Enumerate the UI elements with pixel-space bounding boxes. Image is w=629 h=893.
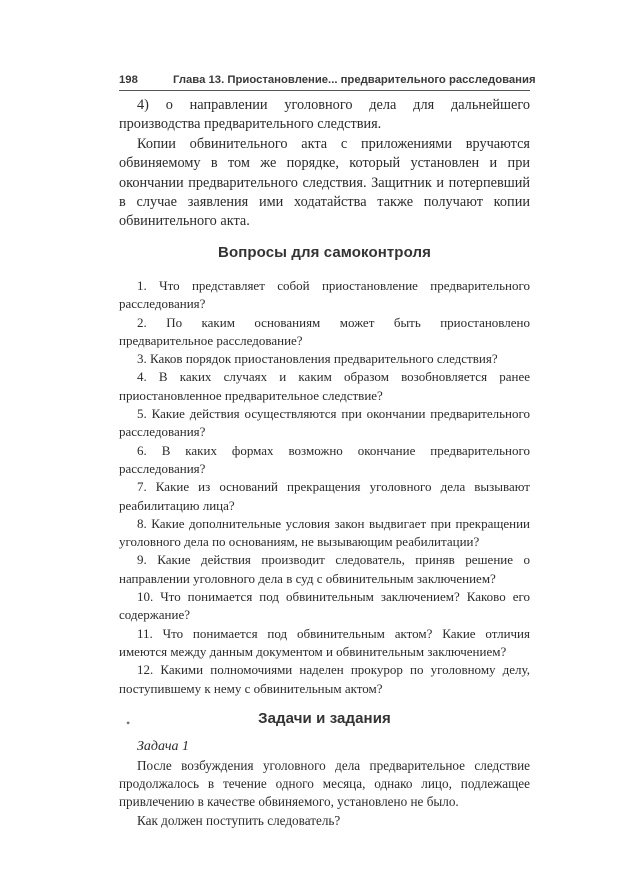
intro-paragraph: Копии обвинительного акта с приложениями вручаются обвиняемому в том же порядке, который установлен и при окончании предварительного следствия. Защитник и потерпевший в случае заявления ими ходатайства также получают копии обвинительного акта. (119, 135, 530, 230)
task-paragraph: После возбуждения уголовного дела предварительное следствие продолжалось в течение одного месяца, однако лицо, подлежащее привлечению в качестве обвиняемого, установлено не было. (119, 758, 530, 810)
question-item: 4. В каких случаях и каким образом возобновляется ранее приостановленное предварительное следствие? (119, 369, 530, 403)
question-item: 10. Что понимается под обвинительным заключением? Каково его содержание? (119, 589, 530, 623)
running-header (119, 74, 536, 86)
question-item: 5. Какие действия осуществляются при окончании предварительного расследования? (119, 406, 530, 440)
question-item: 6. В каких формах возможно окончание предварительного расследования? (119, 442, 530, 476)
question-list (119, 277, 530, 698)
header-rule (119, 90, 530, 91)
question-item: 9. Какие действия производит следователь, приняв решение о направлении уголовного дела в суд с обвинительным заключением? (119, 552, 530, 586)
task-text (119, 757, 530, 830)
question-item: 12. Какими полномочиями наделен прокурор по уголовному делу, поступившему к нему с обвинительным актом? (119, 662, 530, 696)
page-number: 198 (119, 74, 138, 86)
intro-text (119, 96, 530, 232)
tasks-title: Задачи и задания (258, 710, 391, 727)
margin-mark: • (126, 716, 131, 730)
task-label: Задача 1 (137, 739, 190, 754)
question-item: 7. Какие из оснований прекращения уголовного дела вызывают реабилитацию лица? (119, 479, 530, 513)
question-item: 11. Что понимается под обвинительным актом? Какие отличия имеются между данным документом и обвинительным заключением? (119, 625, 530, 659)
intro-paragraph: 4) о направлении уголовного дела для дальнейшего производства предварительного следствия. (119, 97, 530, 133)
task-paragraph: Как должен поступить следователь? (137, 812, 341, 828)
question-item: 3. Каков порядок приостановления предварительного следствия? (137, 351, 498, 367)
question-item: 1. Что представляет собой приостановление предварительного расследования? (119, 278, 530, 312)
question-item: 8. Какие дополнительные условия закон выдвигает при прекращении уголовного дела по основаниям, не вызывающим реабилитации? (119, 515, 530, 550)
chapter-title: Глава 13. Приостановление... предварительного расследования (173, 74, 536, 86)
self-control-title: Вопросы для самоконтроля (218, 244, 431, 261)
question-item: 2. По каким основаниям может быть приостановлено предварительное расследование? (119, 314, 530, 348)
